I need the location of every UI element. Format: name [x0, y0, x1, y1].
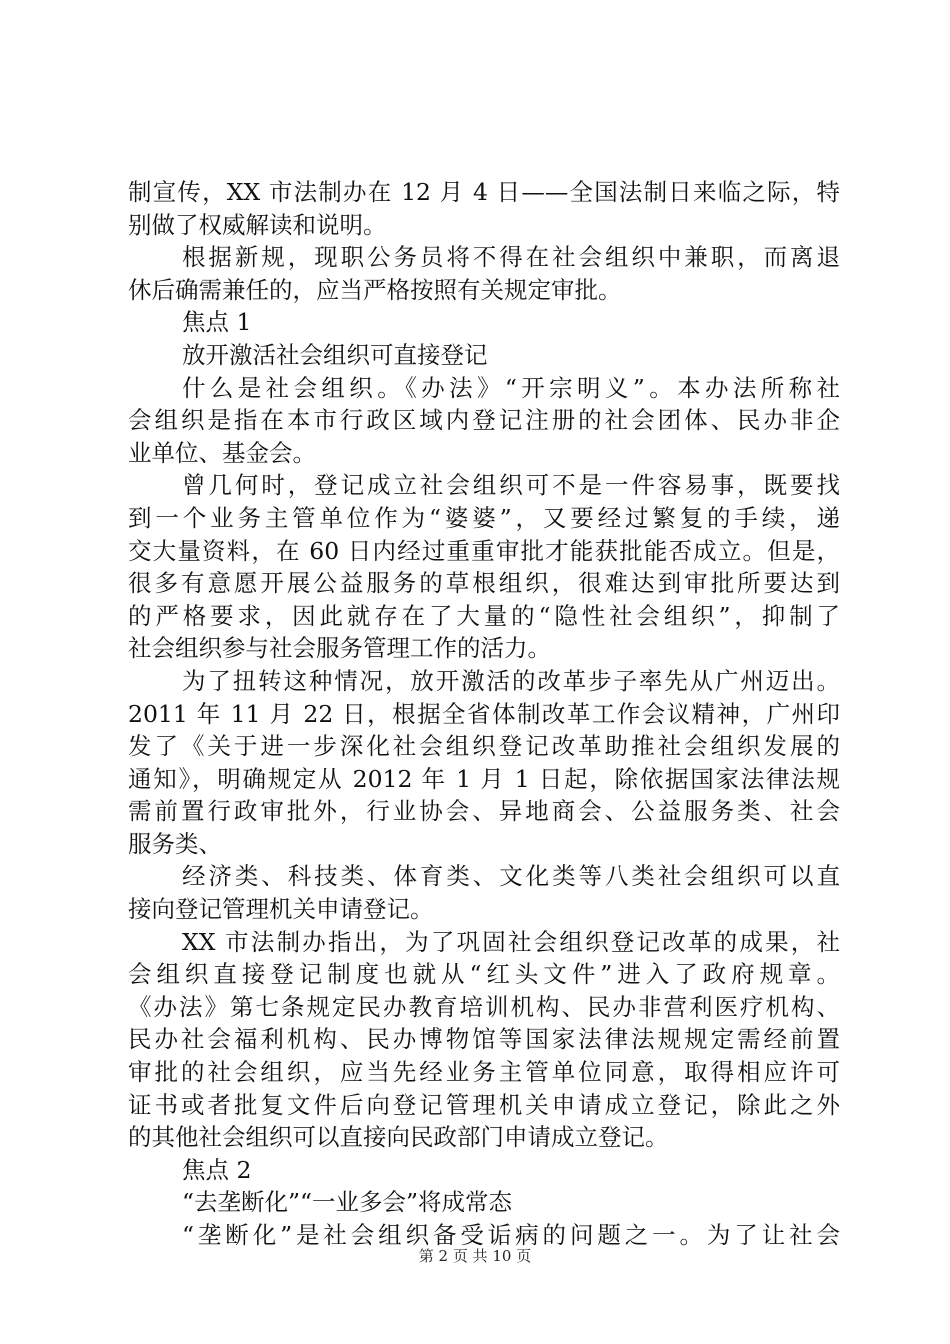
text-line: 别做了权威解读和说明。 — [128, 210, 387, 239]
text-line: 审批的社会组织，应当先经业务主管单位同意，取得相应许可 — [128, 1058, 840, 1087]
text-line: 业单位、基金会。 — [128, 438, 316, 467]
text-line: 很多有意愿开展公益服务的草根组织，很难达到审批所要达到 — [128, 569, 840, 598]
text-line: “垄断化”是社会组织备受诟病的问题之一。为了让社会 — [182, 1221, 840, 1249]
text-line: 证书或者批复文件后向登记管理机关申请成立登记，除此之外 — [128, 1090, 840, 1119]
text-line: 经济类、科技类、体育类、文化类等八类社会组织可以直 — [182, 862, 840, 891]
text-line: 民办社会福利机构、民办博物馆等国家法律法规规定需经前置 — [128, 1025, 840, 1054]
text-line: 制宣传，XX 市法制办在 12 月 4 日——全国法制日来临之际，特 — [128, 178, 840, 206]
page-footer: 第 2 页 共 10 页 — [418, 1247, 532, 1265]
text-line: 服务类、 — [128, 829, 222, 858]
text-line: XX 市法制办指出，为了巩固社会组织登记改革的成果，社 — [182, 927, 840, 956]
text-line: 的严格要求，因此就存在了大量的“隐性社会组织”，抑制了 — [128, 601, 840, 630]
text-line: 的其他社会组织可以直接向民政部门申请成立登记。 — [128, 1123, 669, 1152]
text-line: 根据新规，现职公务员将不得在社会组织中兼职，而离退 — [182, 243, 840, 272]
text-line: 接向登记管理机关申请登记。 — [128, 895, 434, 924]
text-line: 放开激活社会组织可直接登记 — [182, 340, 488, 369]
text-line: 发了《关于进一步深化社会组织登记改革助推社会组织发展的 — [128, 732, 840, 761]
document-body — [128, 176, 840, 1252]
text-line: 到一个业务主管单位作为“婆婆”，又要经过繁复的手续，递 — [128, 503, 840, 532]
text-line: 焦点 2 — [182, 1155, 252, 1184]
text-line: “去垄断化”“一业多会”将成常态 — [182, 1188, 513, 1217]
text-line: 需前置行政审批外，行业协会、异地商会、公益服务类、社会 — [128, 797, 840, 826]
text-line: 焦点 1 — [182, 308, 252, 337]
text-line: 社会组织参与社会服务管理工作的活力。 — [128, 634, 551, 663]
text-line: 什么是社会组织。《办法》“开宗明义”。本办法所称社 — [182, 373, 840, 402]
text-line: 会组织直接登记制度也就从“红头文件”进入了政府规章。 — [128, 960, 840, 989]
text-line: 通知》，明确规定从 2012 年 1 月 1 日起，除依据国家法律法规 — [128, 764, 840, 793]
text-line: 为了扭转这种情况，放开激活的改革步子率先从广州迈出。 — [182, 666, 840, 695]
text-line: 曾几何时，登记成立社会组织可不是一件容易事，既要找 — [182, 471, 840, 500]
text-line: 交大量资料，在 60 日内经过重重审批才能获批能否成立。但是， — [128, 536, 840, 565]
text-line: 会组织是指在本市行政区域内登记注册的社会团体、民办非企 — [128, 406, 840, 435]
text-line: 休后确需兼任的，应当严格按照有关规定审批。 — [128, 275, 622, 304]
text-line: 《办法》第七条规定民办教育培训机构、民办非营利医疗机构、 — [128, 992, 840, 1021]
text-line: 2011 年 11 月 22 日，根据全省体制改革工作会议精神，广州印 — [128, 699, 840, 728]
